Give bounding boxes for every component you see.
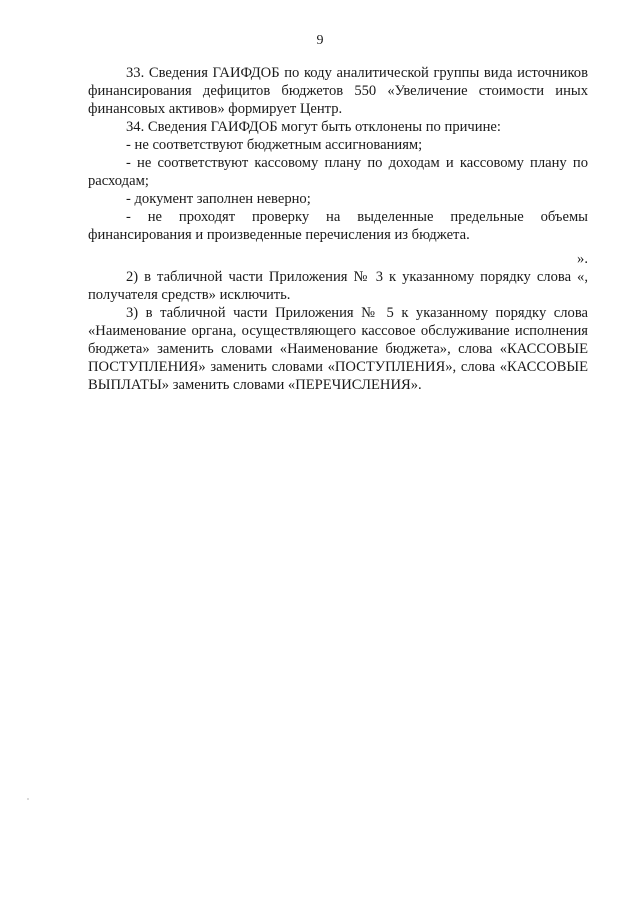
amendment-3: 3) в табличной части Приложения № 5 к указанному порядку слова «Наименование органа, осуществляющего кассовое обслуживание исполнения бюджета» заменить словами «Наименование бюджета», слова «КАССОВЫЕ ПОСТУПЛЕНИЯ» заменить словами «ПОСТУПЛЕНИЯ», слова «КАССОВЫЕ ВЫПЛАТЫ» заменить словами «ПЕРЕЧИСЛЕНИЯ». [88, 305, 588, 393]
closing-quote: ». [577, 251, 588, 267]
paragraph-33: 33. Сведения ГАИФДОБ по коду аналитической группы вида источников финансирования дефицитов бюджетов 550 «Увеличение стоимости иных финансовых активов» формирует Центр. [88, 65, 588, 117]
rejection-reason-4: - не проходят проверку на выделенные предельные объемы финансирования и произведенные перечисления из бюджета. [88, 209, 588, 243]
amendment-2: 2) в табличной части Приложения № 3 к указанному порядку слова «, получателя средств» исключить. [88, 269, 588, 303]
paragraph-34: 34. Сведения ГАИФДОБ могут быть отклонены по причине: [126, 119, 501, 135]
page-number: 9 [316, 33, 324, 48]
scan-speck [27, 798, 29, 800]
document-body [88, 64, 588, 394]
rejection-reason-1: - не соответствуют бюджетным ассигнованиям; [126, 137, 423, 153]
rejection-reason-3: - документ заполнен неверно; [126, 191, 311, 207]
rejection-reason-2: - не соответствуют кассовому плану по доходам и кассовому плану по расходам; [88, 155, 588, 189]
